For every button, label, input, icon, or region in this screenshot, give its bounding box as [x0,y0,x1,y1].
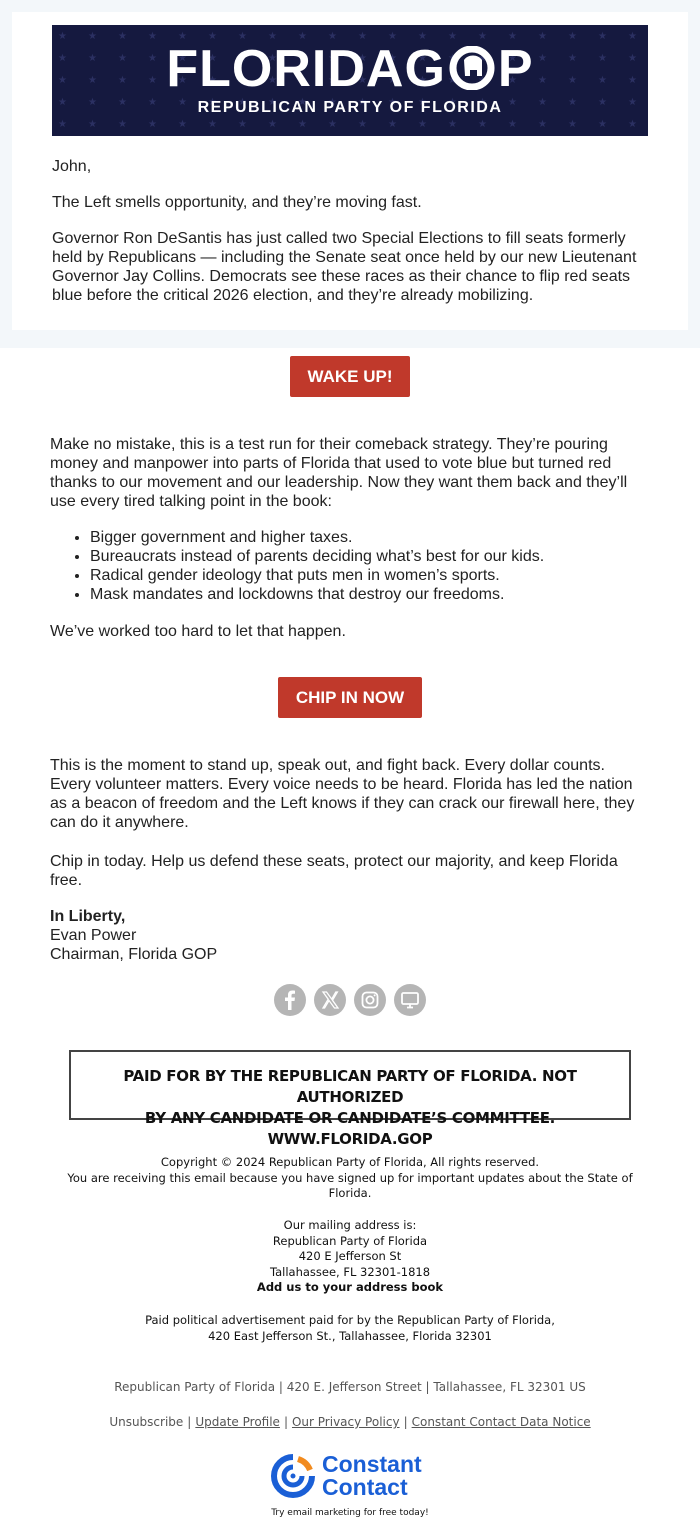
paragraph-1: The Left smells opportunity, and they’re moving fast. [52,194,422,211]
footer-address-line: Republican Party of Florida | 420 E. Jefferson Street | Tallahassee, FL 32301 US [114,1380,586,1394]
separator: | [187,1415,192,1429]
privacy-policy-link[interactable]: Our Privacy Policy [291,1415,400,1429]
disclaimer-line-2: BY ANY CANDIDATE OR CANDIDATE’S COMMITTEE. WWW.FLORIDA.GOP [144,1109,556,1148]
signoff: In Liberty, [50,908,126,925]
copyright-block [0,1155,700,1202]
paragraph-2: Governor Ron DeSantis has just called two Special Elections to fill seats formerly held by Republicans — including the Senate seat once held by our new Lieutenant Governor Jay Collins. Democrats see these races as their chance to flip red seats blue before the critical 2026 election, and they’re already mobilizing. [52,230,637,304]
mailing-street: 420 E Jefferson St [298,1249,402,1263]
constant-contact-logo[interactable] [270,1453,440,1499]
list-item: • Bigger government and higher taxes. [90,528,650,547]
copyright-text: Copyright © 2024 Republican Party of Florida, All rights reserved. [160,1155,540,1169]
paid-for-disclaimer [69,1050,631,1148]
website-icon[interactable] [394,984,426,1016]
footer-links [0,1415,700,1429]
cc-line-1: Constant [322,1451,422,1477]
signer-title: Chairman, Florida GOP [50,946,218,963]
paragraph-4: We’ve worked too hard to let that happen. [50,623,346,640]
signer-name: Evan Power [50,927,137,944]
paragraph-5: This is the moment to stand up, speak out, and fight back. Every dollar counts. Every volunteer matters. Every voice needs to be heard. Florida has led the nation as a beacon of freedom and the Left knows if they can crack our firewall here, they can do it anywhere. [50,757,635,831]
mailing-address-block [0,1218,700,1296]
logo-main-text: FLORIDAG [166,40,446,98]
data-notice-link[interactable]: Constant Contact Data Notice [411,1415,591,1429]
unsubscribe-link[interactable]: Unsubscribe [109,1415,184,1429]
mailing-city: Tallahassee, FL 32301-1818 [269,1264,431,1279]
paid-ad-block [0,1313,700,1344]
mailing-org: Republican Party of Florida [272,1233,428,1248]
facebook-icon[interactable] [274,984,306,1016]
paid-ad-line-1: Paid political advertisement paid for by the Republican Party of Florida, [145,1313,555,1327]
list-item: • Bureaucrats instead of parents deciding what’s best for our kids. [90,547,650,566]
list-item: • Radical gender ideology that puts men in women’s sports. [90,566,650,585]
instagram-icon[interactable] [354,984,386,1016]
paragraph-6: Chip in today. Help us defend these seats, protect our majority, and keep Florida free. [50,853,618,889]
paragraph-3: Make no mistake, this is a test run for their comeback strategy. They’re pouring money and manpower into parts of Florida that used to vote blue but turned red thanks to our movement and our leadership. Now they want them back and they’ll use every tired talking point in the book: [50,436,628,510]
address-book-link[interactable]: Add us to your address book [256,1280,444,1294]
constant-contact-icon [270,1453,316,1499]
list-item: • Mask mandates and lockdowns that destroy our freedoms. [90,585,650,604]
wake-up-button[interactable]: WAKE UP! [290,356,410,397]
logo-subtitle: REPUBLICAN PARTY OF FLORIDA [197,99,503,116]
update-profile-link[interactable]: Update Profile [195,1415,280,1429]
logo-title [52,41,648,97]
disclaimer-line-1: PAID FOR BY THE REPUBLICAN PARTY OF FLORIDA. NOT AUTHORIZED [123,1067,577,1106]
paid-ad-line-2: 420 East Jefferson St., Tallahassee, Florida 32301 [208,1328,492,1343]
cc-line-2: Contact [322,1474,408,1500]
elephant-icon [446,46,498,90]
greeting: John, [52,158,92,175]
logo-end-text: P [497,40,534,98]
chip-in-now-button[interactable]: CHIP IN NOW [278,677,422,718]
florida-gop-banner[interactable] [52,25,648,136]
receiving-text-2: Florida. [328,1186,372,1200]
separator: | [403,1415,408,1429]
x-icon[interactable] [314,984,346,1016]
constant-contact-wordmark [322,1453,422,1499]
cc-tagline[interactable]: Try email marketing for free today! [271,1508,429,1518]
talking-points-list [90,528,650,604]
separator: | [283,1415,288,1429]
receiving-text-1: You are receiving this email because you have signed up for important updates about the State of [67,1170,633,1185]
mailing-label: Our mailing address is: [283,1218,417,1232]
